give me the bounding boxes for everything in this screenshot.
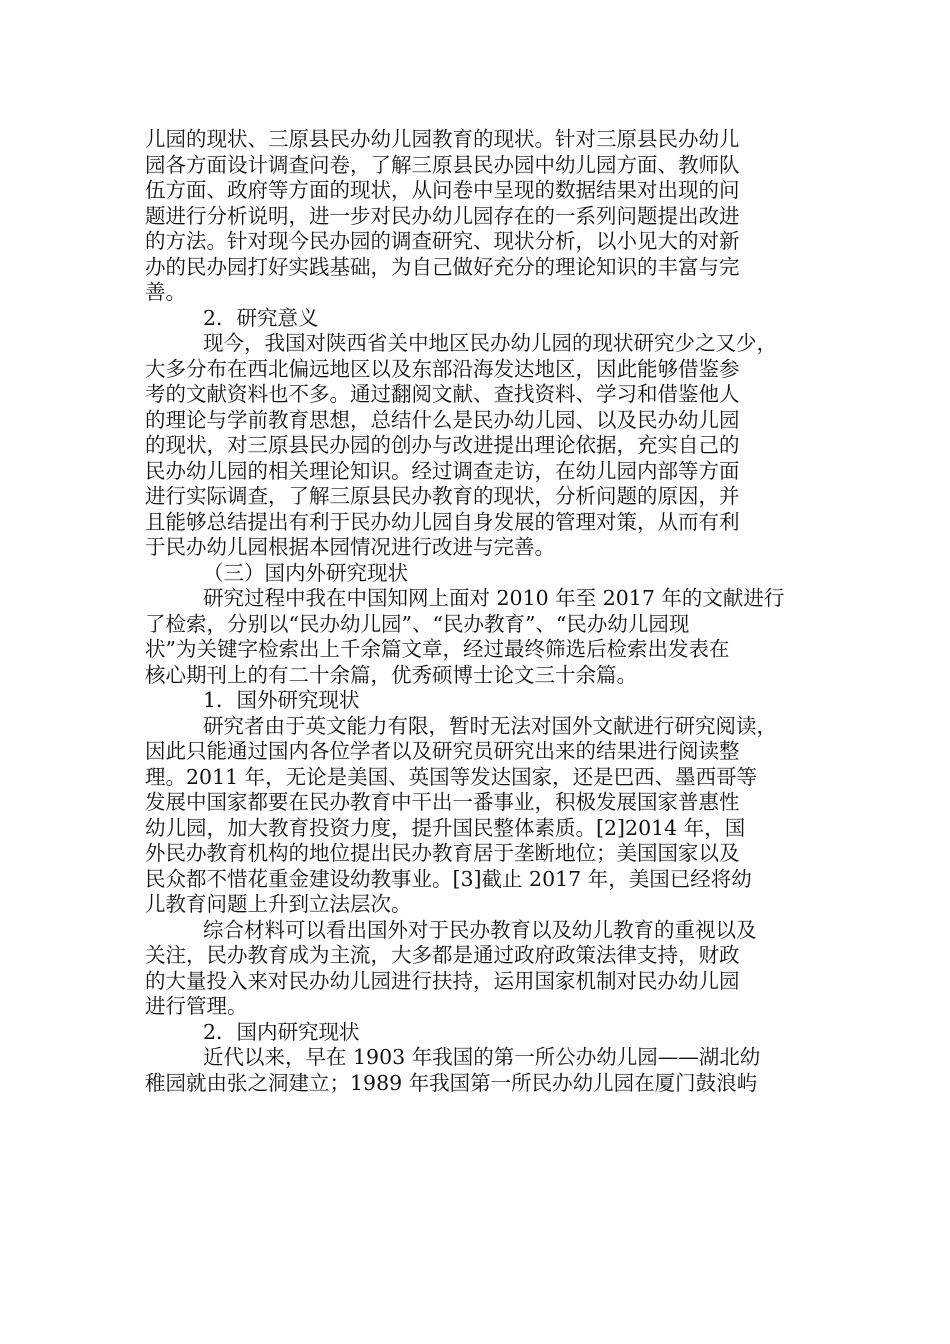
text-line: 儿园的现状、三原县民办幼儿园教育的现状。针对三原县民办幼儿 [145,127,740,151]
paragraph-first-line: 研究过程中我在中国知网上面对 2010 年至 2017 年的文献进行 [203,586,785,610]
text-line: 伍方面、政府等方面的现状，从问卷中呈现的数据结果对出现的问 [145,178,740,202]
paragraph-first-line: 综合材料可以看出国外对于民办教育以及幼儿教育的重视以及 [203,917,757,942]
paragraph-first-line: 1．国外研究现状 [203,688,360,712]
text-line: 园各方面设计调查问卷，了解三原县民办园中幼儿园方面、教师队 [145,152,740,177]
document-body [145,127,835,1096]
text-line: 儿教育问题上升到立法层次。 [145,892,412,916]
text-line: 幼儿园，加大教育投资力度，提升国民整体素质。[2]2014 年，国 [145,815,746,840]
text-line: 于民办幼儿园根据本园情况进行改进与完善。 [145,535,555,559]
text-line: 发展中国家都要在民办教育中干出一番事业，积极发展国家普惠性 [145,790,740,814]
text-line: 办的民办园打好实践基础，为自己做好充分的理论知识的丰富与完 [145,254,740,279]
text-line: 大多分布在西北偏远地区以及东部沿海发达地区，因此能够借鉴参 [145,356,740,381]
text-line: 的理论与学前教育思想，总结什么是民办幼儿园、以及民办幼儿园 [145,407,740,432]
paragraph-first-line: 2．研究意义 [203,305,319,330]
text-line: 的大量投入来对民办幼儿园进行扶持，运用国家机制对民办幼儿园 [145,968,740,993]
text-line: 了检索，分别以“民办幼儿园”、“民办教育”、“民办幼儿园现 [145,611,690,636]
text-line: 理。2011 年，无论是美国、英国等发达国家，还是巴西、墨西哥等 [145,764,758,789]
paragraph-first-line: 2．国内研究现状 [203,1019,360,1044]
text-line: 善。 [145,280,186,304]
paragraph-first-line: 现今，我国对陕西省关中地区民办幼儿园的现状研究少之又少， [203,331,777,355]
text-line: 民众都不惜花重金建设幼教事业。[3]截止 2017 年，美国已经将幼 [145,866,752,891]
text-line: 考的文献资料也不多。通过翻阅文献、查找资料、学习和借鉴他人 [145,382,740,406]
paragraph-first-line: 近代以来，早在 1903 年我国的第一所公办幼儿园——湖北幼 [203,1045,761,1069]
text-line: 民办幼儿园的相关理论知识。经过调查走访，在幼儿园内部等方面 [145,458,740,483]
text-line: 的现状，对三原县民办园的创办与改进提出理论依据，充实自己的 [145,433,740,457]
text-line: 关注，民办教育成为主流，大多都是通过政府政策法律支持，财政 [145,943,740,967]
text-line: 外民办教育机构的地位提出民办教育居于垄断地位；美国国家以及 [145,841,740,865]
paragraph-first-line: 研究者由于英文能力有限，暂时无法对国外文献进行研究阅读， [203,713,777,738]
text-line: 稚园就由张之洞建立；1989 年我国第一所民办幼儿园在厦门鼓浪屿 [145,1070,758,1095]
paragraph-first-line: （三）国内外研究现状 [203,560,408,585]
text-line: 的方法。针对现今民办园的调查研究、现状分析，以小见大的对新 [145,229,740,253]
text-line: 进行管理。 [145,994,248,1018]
text-line: 且能够总结提出有利于民办幼儿园自身发展的管理对策，从而有利 [145,509,740,534]
text-line: 核心期刊上的有二十余篇，优秀硕博士论文三十余篇。 [145,662,637,687]
text-line: 状”为关键字检索出上千余篇文章，经过最终筛选后检索出发表在 [145,637,730,661]
text-line: 进行实际调查，了解三原县民办教育的现状，分析问题的原因，并 [145,484,740,508]
text-line: 因此只能通过国内各位学者以及研究员研究出来的结果进行阅读整 [145,739,740,763]
text-line: 题进行分析说明，进一步对民办幼儿园存在的一系列问题提出改进 [145,203,740,228]
